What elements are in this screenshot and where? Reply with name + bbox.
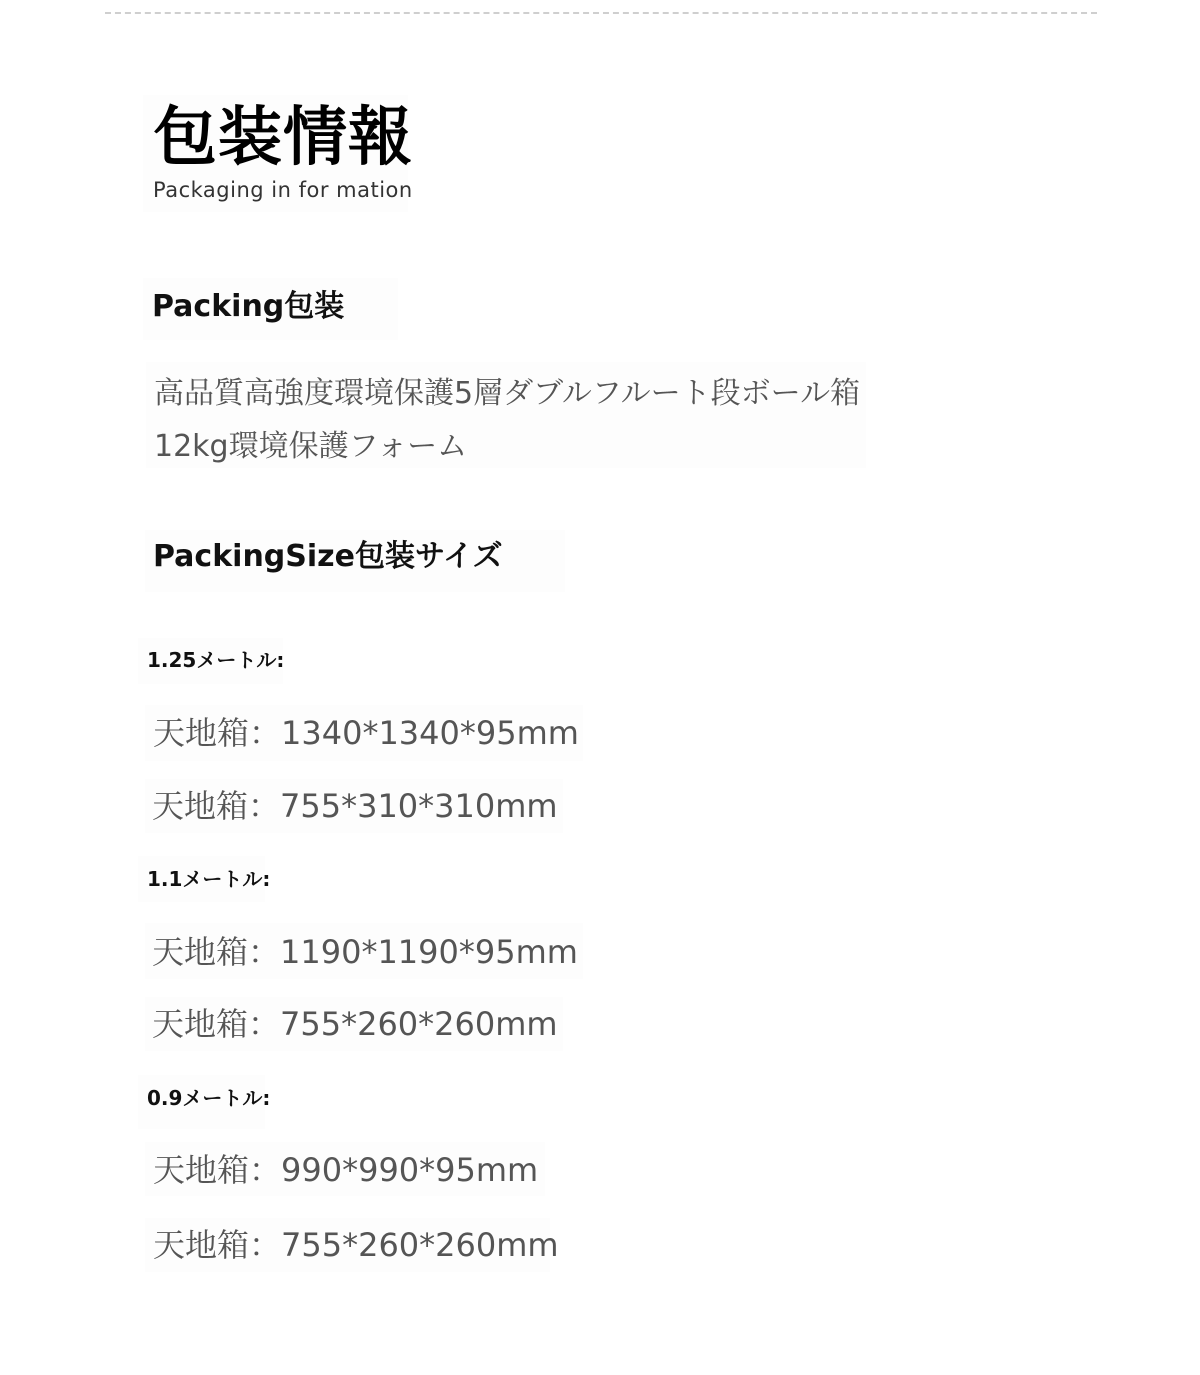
size-group-label-3: 0.9メートル:	[147, 1086, 271, 1110]
page-subtitle: Packaging in for mation	[153, 178, 413, 202]
packing-desc-line-1: 高品質高強度環境保護5層ダブルフルート段ボール箱	[154, 376, 861, 411]
size-line-1b: 天地箱：755*310*310mm	[152, 787, 558, 825]
top-dashed-divider	[105, 12, 1097, 14]
size-group-label-1: 1.25メートル:	[147, 648, 285, 672]
size-line-2a: 天地箱：1190*1190*95mm	[152, 933, 578, 971]
packing-description	[154, 367, 860, 473]
packing-heading: Packing包装	[152, 289, 345, 324]
packing-size-heading: PackingSize包装サイズ	[153, 539, 503, 574]
size-line-2b: 天地箱：755*260*260mm	[152, 1005, 558, 1043]
size-group-label-2: 1.1メートル:	[147, 867, 271, 891]
size-line-1a: 天地箱：1340*1340*95mm	[153, 714, 579, 752]
page-title: 包装情報	[153, 101, 413, 175]
packing-desc-line-2: 12kg環境保護フォーム	[154, 429, 468, 464]
size-line-3b: 天地箱：755*260*260mm	[153, 1226, 559, 1264]
size-line-3a: 天地箱：990*990*95mm	[153, 1151, 539, 1189]
